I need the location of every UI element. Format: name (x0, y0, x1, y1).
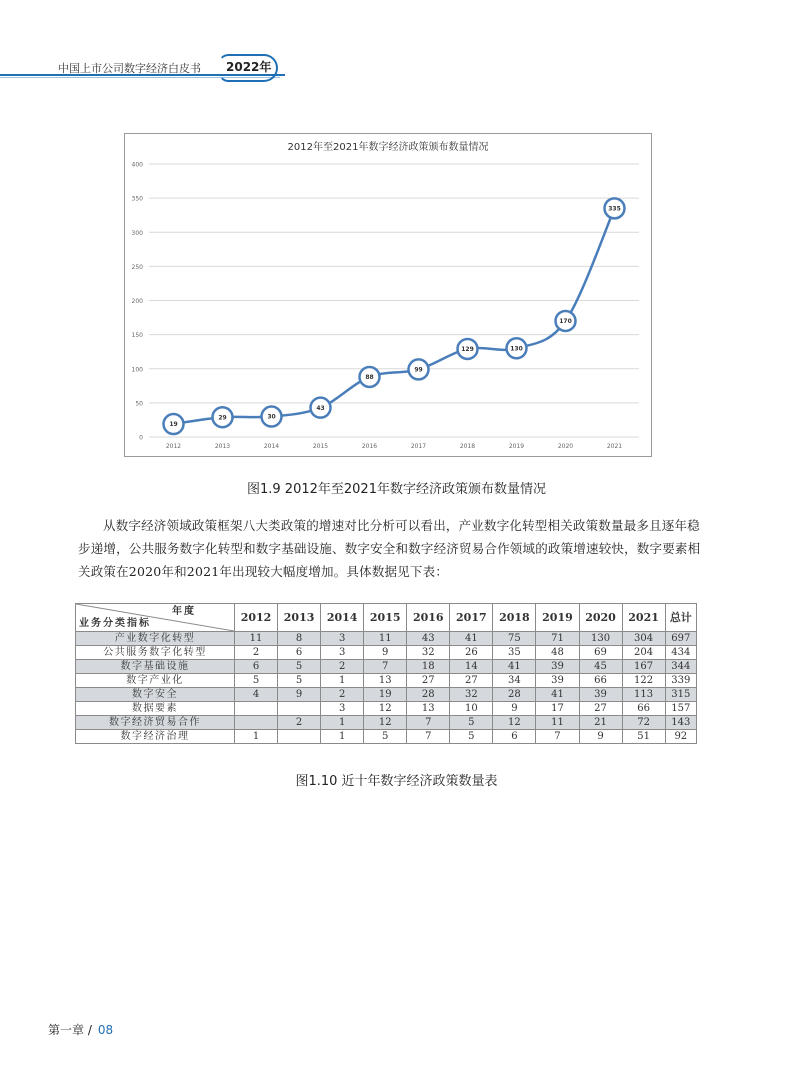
table-cell: 32 (407, 646, 450, 660)
page-footer (48, 1021, 113, 1038)
y-tick-label: 250 (131, 263, 143, 271)
table-row (76, 632, 697, 646)
table-cell: 1 (321, 730, 364, 744)
table-cell (278, 702, 321, 716)
table-cell: 9 (278, 688, 321, 702)
table-cell: 5 (278, 660, 321, 674)
y-tick-label: 350 (131, 195, 143, 203)
table-cell: 9 (493, 702, 536, 716)
table-cell: 5 (450, 730, 493, 744)
table-cell: 92 (665, 730, 696, 744)
table-cell: 6 (278, 646, 321, 660)
policy-count-table (75, 603, 697, 744)
table-cell: 51 (622, 730, 665, 744)
y-tick-label: 0 (139, 434, 143, 442)
table-row (76, 660, 697, 674)
table-row (76, 716, 697, 730)
table-cell: 167 (622, 660, 665, 674)
table-row-category: 数字基础设施 (76, 660, 235, 674)
table-row (76, 646, 697, 660)
table-cell: 34 (493, 674, 536, 688)
table-row-category: 产业数字化转型 (76, 632, 235, 646)
table-corner-year-label: 年度 (172, 606, 196, 617)
table-row (76, 730, 697, 744)
table-cell: 39 (579, 688, 622, 702)
table-cell: 434 (665, 646, 696, 660)
table-cell: 2 (321, 688, 364, 702)
table-cell: 41 (450, 632, 493, 646)
table-cell: 32 (450, 688, 493, 702)
table-cell: 2 (278, 716, 321, 730)
table-cell: 8 (278, 632, 321, 646)
table-row-category: 公共服务数字化转型 (76, 646, 235, 660)
table-cell: 6 (493, 730, 536, 744)
table-cell: 5 (364, 730, 407, 744)
table-cell: 27 (407, 674, 450, 688)
footer-chapter: 第一章 / (48, 1023, 92, 1037)
table-cell: 6 (235, 660, 278, 674)
table-cell: 69 (579, 646, 622, 660)
table-cell: 48 (536, 646, 579, 660)
table-row-category: 数字经济治理 (76, 730, 235, 744)
table-cell: 39 (536, 674, 579, 688)
table-cell: 339 (665, 674, 696, 688)
table-cell: 113 (622, 688, 665, 702)
table-cell: 3 (321, 646, 364, 660)
table-cell (278, 730, 321, 744)
table-row-category: 数字经济贸易合作 (76, 716, 235, 730)
table-cell: 43 (407, 632, 450, 646)
body-paragraph: 从数字经济领域政策框架八大类政策的增速对比分析可以看出，产业数字化转型相关政策数量最多且逐年稳步递增，公共服务数字化转型和数字基础设施、数字安全和数字经济贸易合作领域的政策增速较快，数字要素相关政策在2020年和2021年出现较大幅度增加。具体数据见下表： (78, 518, 701, 579)
table-row (76, 702, 697, 716)
data-label: 30 (267, 413, 276, 421)
table-cell: 1 (321, 674, 364, 688)
table-cell: 71 (536, 632, 579, 646)
table-cell: 130 (579, 632, 622, 646)
table-row-category: 数据要素 (76, 702, 235, 716)
y-tick-label: 50 (135, 400, 143, 408)
table-cell: 11 (536, 716, 579, 730)
table-cell: 304 (622, 632, 665, 646)
x-tick-label: 2021 (606, 443, 623, 450)
table-cell: 75 (493, 632, 536, 646)
table-cell: 5 (235, 674, 278, 688)
table-corner-category-label: 业务分类指标 (79, 618, 151, 629)
table-col-header: 2019 (536, 604, 579, 632)
x-tick-label: 2013 (214, 443, 231, 450)
table-cell: 4 (235, 688, 278, 702)
table-cell: 122 (622, 674, 665, 688)
table-cell: 66 (622, 702, 665, 716)
x-tick-label: 2017 (410, 443, 427, 450)
table-cell: 66 (579, 674, 622, 688)
data-label: 170 (559, 318, 572, 326)
table-cell: 11 (364, 632, 407, 646)
table-cell: 35 (493, 646, 536, 660)
table-cell: 1 (235, 730, 278, 744)
table-cell: 28 (493, 688, 536, 702)
table-cell: 7 (364, 660, 407, 674)
table-header-row (76, 604, 697, 632)
data-label: 88 (365, 374, 374, 382)
table-cell: 12 (364, 716, 407, 730)
y-tick-label: 150 (131, 332, 143, 340)
series-line (174, 208, 615, 424)
data-label: 29 (218, 414, 227, 422)
table-cell: 157 (665, 702, 696, 716)
table-cell: 697 (665, 632, 696, 646)
table-corner-cell (76, 604, 235, 632)
table-cell: 9 (364, 646, 407, 660)
table-cell: 10 (450, 702, 493, 716)
table-col-header: 2015 (364, 604, 407, 632)
header-year: 2022年 (226, 60, 272, 74)
table-cell: 2 (321, 660, 364, 674)
table-cell: 3 (321, 632, 364, 646)
table-cell: 315 (665, 688, 696, 702)
table-col-header: 2020 (579, 604, 622, 632)
table-row-category: 数字安全 (76, 688, 235, 702)
table-cell: 14 (450, 660, 493, 674)
table-cell: 11 (235, 632, 278, 646)
table-cell: 12 (493, 716, 536, 730)
y-tick-label: 200 (131, 298, 143, 305)
table-cell: 27 (450, 674, 493, 688)
table-row-category: 数字产业化 (76, 674, 235, 688)
table-cell: 18 (407, 660, 450, 674)
table-cell: 19 (364, 688, 407, 702)
table-col-header: 2021 (622, 604, 665, 632)
table-cell: 28 (407, 688, 450, 702)
table-col-header: 2014 (321, 604, 364, 632)
y-tick-label: 100 (131, 366, 143, 374)
table-col-header: 2012 (235, 604, 278, 632)
table-cell: 7 (407, 716, 450, 730)
table-cell (235, 716, 278, 730)
x-tick-label: 2020 (557, 443, 574, 450)
figure-caption-1-9: 图1.9 2012年至2021年数字经济政策颁布数量情况 (247, 482, 546, 497)
x-tick-label: 2016 (361, 443, 378, 450)
table-cell: 21 (579, 716, 622, 730)
table-cell: 7 (536, 730, 579, 744)
table-cell: 344 (665, 660, 696, 674)
table-cell: 41 (536, 688, 579, 702)
table-cell: 204 (622, 646, 665, 660)
line-chart-svg (125, 134, 651, 456)
table-cell: 27 (579, 702, 622, 716)
x-tick-label: 2015 (312, 443, 329, 450)
table-row (76, 674, 697, 688)
x-tick-label: 2014 (263, 443, 280, 450)
page-number: 08 (97, 1023, 114, 1037)
table-cell: 2 (235, 646, 278, 660)
table-cell: 7 (407, 730, 450, 744)
table-cell: 17 (536, 702, 579, 716)
table-cell: 45 (579, 660, 622, 674)
table-cell: 41 (493, 660, 536, 674)
header-title: 中国上市公司数字经济白皮书 (58, 62, 201, 75)
table-cell: 143 (665, 716, 696, 730)
x-tick-label: 2019 (508, 443, 525, 450)
x-tick-label: 2012 (165, 443, 182, 450)
table-col-header: 2013 (278, 604, 321, 632)
table-row (76, 688, 697, 702)
figure-caption-1-10: 图1.10 近十年数字经济政策数量表 (295, 774, 498, 789)
data-label: 99 (414, 366, 423, 374)
line-chart (124, 133, 652, 457)
data-label: 19 (169, 421, 178, 429)
y-tick-label: 400 (131, 161, 143, 169)
table-cell: 39 (536, 660, 579, 674)
table-col-header-total: 总计 (665, 604, 696, 632)
table-cell (235, 702, 278, 716)
data-label: 129 (461, 346, 474, 354)
table-cell: 9 (579, 730, 622, 744)
table-cell: 1 (321, 716, 364, 730)
table-cell: 13 (407, 702, 450, 716)
table-col-header: 2016 (407, 604, 450, 632)
y-tick-label: 300 (131, 229, 143, 237)
table-cell: 13 (364, 674, 407, 688)
x-tick-label: 2018 (459, 443, 476, 450)
table-cell: 72 (622, 716, 665, 730)
table-col-header: 2017 (450, 604, 493, 632)
table-col-header: 2018 (493, 604, 536, 632)
chart-title: 2012年至2021年数字经济政策颁布数量情况 (287, 142, 489, 153)
table-cell: 5 (450, 716, 493, 730)
table-cell: 3 (321, 702, 364, 716)
table-cell: 26 (450, 646, 493, 660)
data-label: 43 (316, 404, 325, 412)
data-label: 130 (510, 345, 523, 353)
data-label: 335 (608, 205, 621, 213)
table-cell: 12 (364, 702, 407, 716)
table-cell: 5 (278, 674, 321, 688)
